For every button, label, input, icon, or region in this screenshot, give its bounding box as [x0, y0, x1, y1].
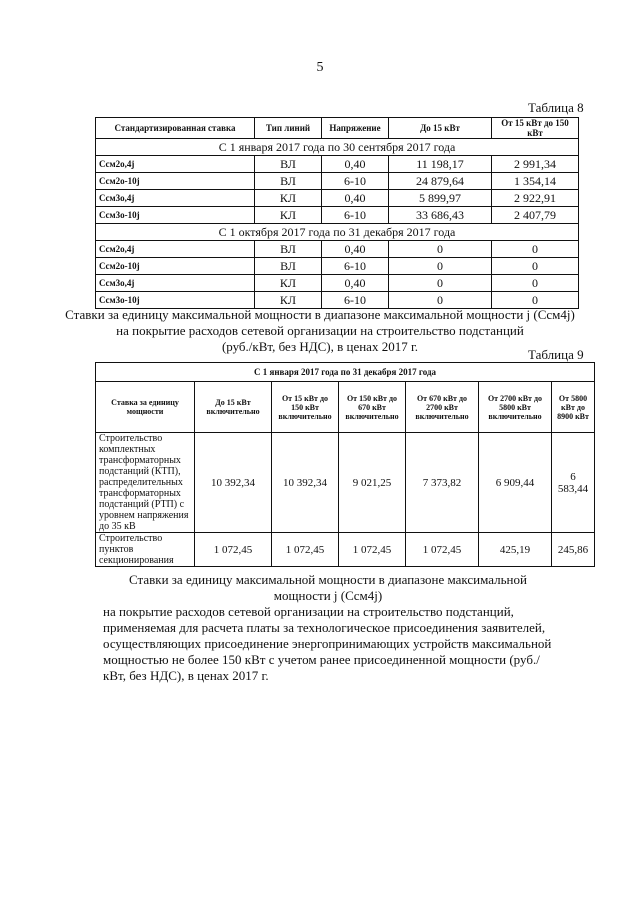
section-text-line: Ставки за единицу максимальной мощности в диапазоне максимальной мощности j (Cсм4j) [129, 572, 527, 603]
table-row [96, 207, 579, 224]
value-cell: 0 [492, 241, 579, 258]
table8-header-row [96, 118, 579, 139]
table9-header: От 150 кВт до 670 кВт включительно [339, 382, 406, 433]
value-cell: 2 991,34 [492, 156, 579, 173]
voltage-cell: 6-10 [322, 207, 389, 224]
voltage-cell: 0,40 [322, 241, 389, 258]
table8-group-title: С 1 января 2017 года по 30 сентября 2017 года [96, 139, 579, 156]
rate-cell: Cсм2о-10j [96, 258, 255, 275]
value-cell: 2 407,79 [492, 207, 579, 224]
rate-cell: Cсм2о-10j [96, 173, 255, 190]
table9-period-row [96, 363, 595, 382]
table8-header: Стандартизированная ставка [96, 118, 255, 139]
table9-header: От 15 кВт до 150 кВт включительно [272, 382, 339, 433]
table-row [96, 173, 579, 190]
rate-cell: Cсм2о,4j [96, 156, 255, 173]
table9-header: От 670 кВт до 2700 кВт включительно [406, 382, 479, 433]
table9 [95, 362, 595, 567]
table8-group-title: С 1 октября 2017 года по 31 декабря 2017 года [96, 224, 579, 241]
table9-header: Ставка за единицу мощности [96, 382, 195, 433]
value-cell: 1 354,14 [492, 173, 579, 190]
value-cell: 0 [389, 275, 492, 292]
page-number: 5 [316, 60, 324, 75]
table-row [96, 190, 579, 207]
item-name-cell: Строительство комплектных трансформаторных подстанций (КТП), распределительных трансформаторных подстанций (РТП) с уровнем напряжения до 35 кВ [96, 433, 195, 533]
line-type-cell: ВЛ [255, 173, 322, 190]
line-type-cell: КЛ [255, 207, 322, 224]
value-cell: 10 392,34 [272, 433, 339, 533]
line-type-cell: КЛ [255, 190, 322, 207]
value-cell: 0 [389, 241, 492, 258]
value-cell: 6 909,44 [479, 433, 552, 533]
voltage-cell: 0,40 [322, 156, 389, 173]
table9-caption: Таблица 9 [528, 347, 584, 362]
line-type-cell: ВЛ [255, 156, 322, 173]
table8-header: Тип линий [255, 118, 322, 139]
rate-cell: Cсм3о,4j [96, 190, 255, 207]
value-cell: 7 373,82 [406, 433, 479, 533]
table-row [96, 275, 579, 292]
table8-group-row [96, 224, 579, 241]
section-text-2 [103, 572, 553, 684]
table9-header: От 5800 кВт до 8900 кВт [552, 382, 595, 433]
section-title-line: на покрытие расходов сетевой организации на строительство подстанций [116, 323, 524, 338]
voltage-cell: 6-10 [322, 258, 389, 275]
value-cell: 6 583,44 [552, 433, 595, 533]
voltage-cell: 6-10 [322, 173, 389, 190]
table8-group-row [96, 139, 579, 156]
value-cell: 0 [492, 275, 579, 292]
rate-cell: Cсм3о-10j [96, 207, 255, 224]
table8-header: Напряжение [322, 118, 389, 139]
value-cell: 2 922,91 [492, 190, 579, 207]
table-row [96, 156, 579, 173]
line-type-cell: КЛ [255, 275, 322, 292]
table-row [96, 433, 595, 533]
value-cell: 24 879,64 [389, 173, 492, 190]
table-row [96, 533, 595, 567]
value-cell: 245,86 [552, 533, 595, 567]
rate-cell: Cсм2о,4j [96, 241, 255, 258]
voltage-cell: 0,40 [322, 190, 389, 207]
table8 [95, 117, 579, 309]
line-type-cell: ВЛ [255, 241, 322, 258]
table8-caption: Таблица 8 [528, 100, 584, 115]
line-type-cell: ВЛ [255, 258, 322, 275]
value-cell: 0 [389, 292, 492, 309]
table-row [96, 258, 579, 275]
voltage-cell: 0,40 [322, 275, 389, 292]
table9-period: С 1 января 2017 года по 31 декабря 2017 года [96, 363, 595, 382]
value-cell: 425,19 [479, 533, 552, 567]
value-cell: 1 072,45 [339, 533, 406, 567]
value-cell: 33 686,43 [389, 207, 492, 224]
value-cell: 10 392,34 [195, 433, 272, 533]
rate-cell: Cсм3о,4j [96, 275, 255, 292]
section-title-line: (руб./кВт, без НДС), в ценах 2017 г. [221, 339, 419, 354]
section-text-body: на покрытие расходов сетевой организации на строительство подстанций, применяемая для расчета платы за технологическое присоединения заявителей, осуществляющих присоединение энергопринимающих устройств максимальной мощностью не более 150 кВт с учетом ранее присоединенной мощности (руб./кВт, без НДС), в ценах 2017 г. [103, 604, 552, 683]
table9-header: От 2700 кВт до 5800 кВт включительно [479, 382, 552, 433]
rate-cell: Cсм3о-10j [96, 292, 255, 309]
value-cell: 0 [492, 258, 579, 275]
table-row [96, 241, 579, 258]
value-cell: 0 [492, 292, 579, 309]
value-cell: 9 021,25 [339, 433, 406, 533]
value-cell: 1 072,45 [195, 533, 272, 567]
value-cell: 11 198,17 [389, 156, 492, 173]
table-row [96, 292, 579, 309]
table9-header-row [96, 382, 595, 433]
item-name-cell: Строительство пунктов секционирования [96, 533, 195, 567]
value-cell: 1 072,45 [406, 533, 479, 567]
line-type-cell: КЛ [255, 292, 322, 309]
section-title-line: Ставки за единицу максимальной мощности в диапазоне максимальной мощности j (Cсм4j) [65, 307, 575, 322]
table8-header: До 15 кВт [389, 118, 492, 139]
voltage-cell: 6-10 [322, 292, 389, 309]
value-cell: 1 072,45 [272, 533, 339, 567]
value-cell: 0 [389, 258, 492, 275]
table8-header: От 15 кВт до 150 кВт [492, 118, 579, 139]
table9-header: До 15 кВт включительно [195, 382, 272, 433]
value-cell: 5 899,97 [389, 190, 492, 207]
